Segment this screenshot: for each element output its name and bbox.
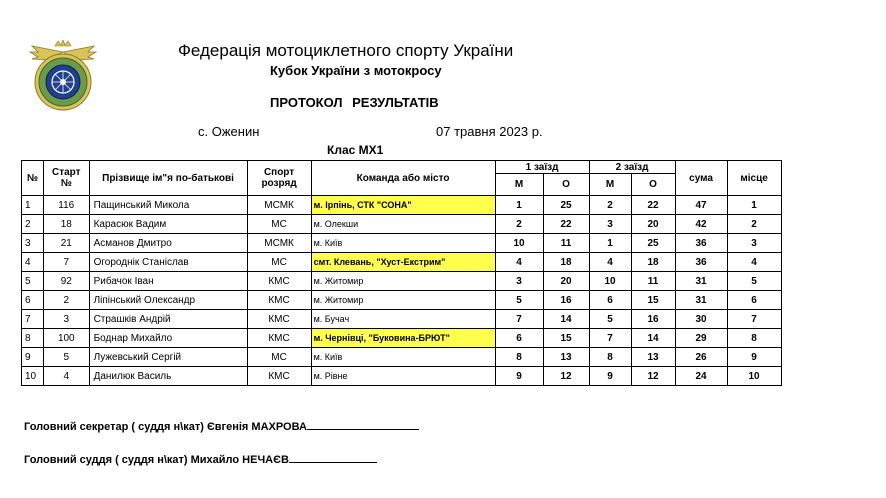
cell-m1: 5 <box>495 291 543 310</box>
cell-o2: 16 <box>631 310 675 329</box>
cell-start: 116 <box>44 196 90 215</box>
cell-team: м. Київ <box>311 234 495 253</box>
event-place: с. Оженин <box>198 124 260 139</box>
cell-team: м. Житомир <box>311 291 495 310</box>
header-sum: сума <box>675 161 727 196</box>
cell-m1: 8 <box>495 348 543 367</box>
cell-o1: 25 <box>543 196 589 215</box>
cell-o2: 12 <box>631 367 675 386</box>
cell-m1: 4 <box>495 253 543 272</box>
cell-o1: 11 <box>543 234 589 253</box>
header-o1: О <box>543 174 589 196</box>
cell-name: Лужевський Сергій <box>89 348 247 367</box>
cell-o1: 14 <box>543 310 589 329</box>
class-heading: Клас МХ1 <box>327 143 384 157</box>
cell-name: Страшків Андрій <box>89 310 247 329</box>
judge-signature <box>24 452 377 466</box>
header-team: Команда або місто <box>311 161 495 196</box>
secretary-signature-line <box>307 419 419 430</box>
table-row <box>22 253 782 272</box>
cell-m2: 4 <box>589 253 631 272</box>
page-subtitle: Кубок України з мотокросу <box>270 63 442 78</box>
secretary-signature <box>24 419 419 433</box>
cell-n: 4 <box>22 253 44 272</box>
cell-n: 7 <box>22 310 44 329</box>
cell-o2: 18 <box>631 253 675 272</box>
cell-team: м. Олекши <box>311 215 495 234</box>
cell-name: Огороднік Станіслав <box>89 253 247 272</box>
cell-name: Рибачок Іван <box>89 272 247 291</box>
cell-place: 1 <box>727 196 781 215</box>
cell-sum: 29 <box>675 329 727 348</box>
cell-team: м. Ірпінь, СТК "СОНА" <box>311 196 495 215</box>
cell-team: смт. Клевань, "Хуст-Екстрим" <box>311 253 495 272</box>
cell-team: м. Бучач <box>311 310 495 329</box>
cell-m2: 6 <box>589 291 631 310</box>
cell-name: Ліпінський Олександр <box>89 291 247 310</box>
cell-m2: 10 <box>589 272 631 291</box>
header-m1: М <box>495 174 543 196</box>
cell-m2: 1 <box>589 234 631 253</box>
cell-start: 4 <box>44 367 90 386</box>
table-row <box>22 310 782 329</box>
cell-team: м. Рівне <box>311 367 495 386</box>
cell-n: 9 <box>22 348 44 367</box>
cell-m2: 8 <box>589 348 631 367</box>
header-o2: О <box>631 174 675 196</box>
cell-m1: 7 <box>495 310 543 329</box>
cell-n: 10 <box>22 367 44 386</box>
cell-o2: 11 <box>631 272 675 291</box>
cell-start: 7 <box>44 253 90 272</box>
cell-o1: 18 <box>543 253 589 272</box>
cell-sum: 30 <box>675 310 727 329</box>
cell-rank: КМС <box>247 367 311 386</box>
cell-rank: КМС <box>247 310 311 329</box>
cell-place: 5 <box>727 272 781 291</box>
cell-name: Карасюк Вадим <box>89 215 247 234</box>
cell-o2: 14 <box>631 329 675 348</box>
cell-m2: 2 <box>589 196 631 215</box>
header-num: № <box>22 161 44 196</box>
cell-n: 1 <box>22 196 44 215</box>
cell-o2: 25 <box>631 234 675 253</box>
cell-name: Боднар Михайло <box>89 329 247 348</box>
table-row <box>22 196 782 215</box>
cell-o2: 20 <box>631 215 675 234</box>
cell-n: 8 <box>22 329 44 348</box>
cell-rank: КМС <box>247 291 311 310</box>
cell-start: 2 <box>44 291 90 310</box>
header-rank: Спорт розряд <box>247 161 311 196</box>
cell-m2: 3 <box>589 215 631 234</box>
cell-rank: КМС <box>247 272 311 291</box>
judge-label: Головний суддя ( суддя н\кат) Михайло НЕЧАЄВ <box>24 454 289 466</box>
cell-place: 6 <box>727 291 781 310</box>
cell-start: 18 <box>44 215 90 234</box>
cell-sum: 42 <box>675 215 727 234</box>
cell-place: 8 <box>727 329 781 348</box>
cell-place: 9 <box>727 348 781 367</box>
cell-m1: 6 <box>495 329 543 348</box>
cell-start: 100 <box>44 329 90 348</box>
cell-m2: 9 <box>589 367 631 386</box>
header-race1: 1 заїзд <box>495 161 589 174</box>
cell-o2: 22 <box>631 196 675 215</box>
cell-m1: 3 <box>495 272 543 291</box>
cell-o2: 15 <box>631 291 675 310</box>
cell-sum: 26 <box>675 348 727 367</box>
secretary-label: Головний секретар ( суддя н\кат) Євгенія МАХРОВА <box>24 421 307 433</box>
cell-start: 21 <box>44 234 90 253</box>
cell-m1: 9 <box>495 367 543 386</box>
cell-rank: КМС <box>247 329 311 348</box>
cell-start: 92 <box>44 272 90 291</box>
cell-o1: 13 <box>543 348 589 367</box>
header-race2: 2 заїзд <box>589 161 675 174</box>
cell-o2: 13 <box>631 348 675 367</box>
cell-sum: 47 <box>675 196 727 215</box>
cell-n: 3 <box>22 234 44 253</box>
cell-m2: 7 <box>589 329 631 348</box>
table-row <box>22 348 782 367</box>
cell-o1: 12 <box>543 367 589 386</box>
cell-n: 2 <box>22 215 44 234</box>
cell-m1: 1 <box>495 196 543 215</box>
cell-o1: 16 <box>543 291 589 310</box>
results-table <box>21 160 782 386</box>
cell-place: 4 <box>727 253 781 272</box>
cell-team: м. Чернівці, "Буковина-БРЮТ" <box>311 329 495 348</box>
cell-sum: 24 <box>675 367 727 386</box>
cell-place: 2 <box>727 215 781 234</box>
cell-m2: 5 <box>589 310 631 329</box>
cell-m1: 10 <box>495 234 543 253</box>
cell-name: Асманов Дмитро <box>89 234 247 253</box>
table-row <box>22 291 782 310</box>
cell-place: 3 <box>727 234 781 253</box>
cell-o1: 15 <box>543 329 589 348</box>
header-name: Прізвище ім"я по-батькові <box>89 161 247 196</box>
cell-sum: 31 <box>675 291 727 310</box>
judge-signature-line <box>289 452 377 463</box>
table-row <box>22 272 782 291</box>
cell-rank: МС <box>247 215 311 234</box>
cell-m1: 2 <box>495 215 543 234</box>
cell-sum: 36 <box>675 253 727 272</box>
cell-rank: МС <box>247 348 311 367</box>
cell-name: Данилюк Василь <box>89 367 247 386</box>
table-row <box>22 234 782 253</box>
cell-sum: 36 <box>675 234 727 253</box>
cell-team: м. Житомир <box>311 272 495 291</box>
cell-start: 3 <box>44 310 90 329</box>
cell-rank: МС <box>247 253 311 272</box>
cell-place: 10 <box>727 367 781 386</box>
protocol-heading: ПРОТОКОЛ РЕЗУЛЬТАТІВ <box>270 95 439 110</box>
event-date: 07 травня 2023 р. <box>436 124 543 139</box>
cell-o1: 20 <box>543 272 589 291</box>
cell-sum: 31 <box>675 272 727 291</box>
table-row <box>22 215 782 234</box>
table-row <box>22 367 782 386</box>
cell-rank: МСМК <box>247 196 311 215</box>
table-row <box>22 329 782 348</box>
cell-o1: 22 <box>543 215 589 234</box>
federation-logo <box>28 40 98 114</box>
cell-name: Пащинський Микола <box>89 196 247 215</box>
page-title: Федерація мотоциклетного спорту України <box>178 41 514 60</box>
header-place: місце <box>727 161 781 196</box>
header-m2: М <box>589 174 631 196</box>
cell-n: 6 <box>22 291 44 310</box>
cell-start: 5 <box>44 348 90 367</box>
cell-rank: МСМК <box>247 234 311 253</box>
cell-n: 5 <box>22 272 44 291</box>
cell-place: 7 <box>727 310 781 329</box>
cell-team: м. Київ <box>311 348 495 367</box>
header-start: Старт № <box>44 161 90 196</box>
